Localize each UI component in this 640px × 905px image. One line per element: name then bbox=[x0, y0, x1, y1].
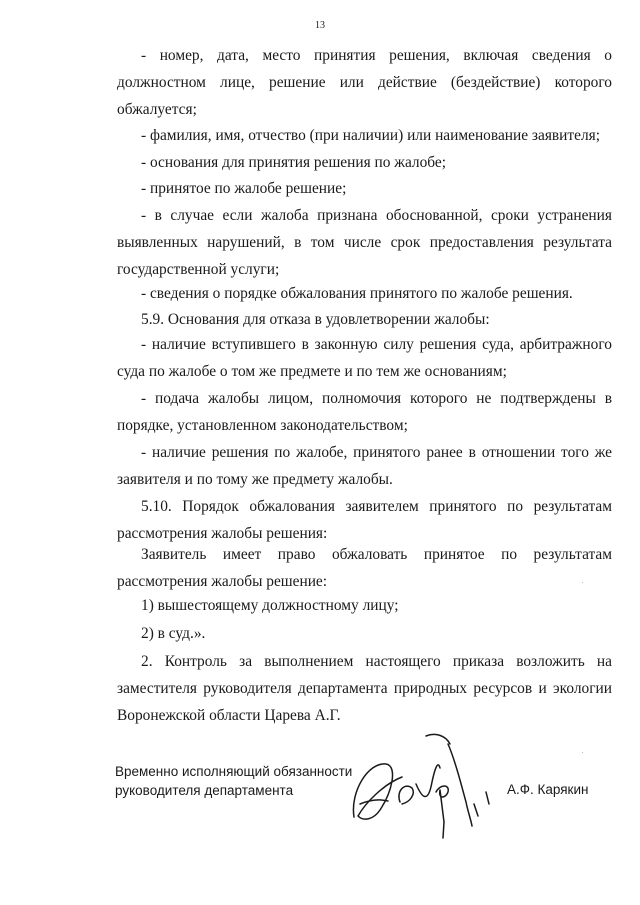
section-5-10-heading bbox=[117, 493, 612, 547]
paragraph-decision-grounds: - основания для принятия решения по жалобе; bbox=[141, 154, 447, 171]
paragraph-appeal-procedure-info: - сведения о порядке обжалования принятого по жалобе решения. bbox=[141, 285, 573, 302]
paragraph-line: 5.10. Порядок обжалования заявителем принятого по результатам bbox=[141, 498, 612, 515]
paragraph-applicant-right bbox=[117, 541, 612, 595]
paragraph-justified-complaint bbox=[117, 202, 612, 283]
paragraph-control-clause bbox=[117, 648, 612, 729]
paragraph-line: 2. Контроль за выполнением настоящего приказа возложить на bbox=[141, 653, 612, 670]
paragraph-decision: - принятое по жалобе решение; bbox=[141, 180, 347, 197]
paragraph-line: государственной услуги; bbox=[117, 261, 280, 278]
paragraph-prior-decision bbox=[117, 439, 612, 493]
signatory-position bbox=[115, 762, 352, 800]
paragraph-applicant-name: - фамилия, имя, отчество (при наличии) или наименование заявителя; bbox=[141, 127, 601, 144]
paragraph-line: - номер, дата, место принятия решения, включая сведения о bbox=[141, 47, 612, 64]
section-5-9-heading: 5.9. Основания для отказа в удовлетворении жалобы: bbox=[141, 311, 490, 328]
paragraph-decision-details bbox=[117, 42, 612, 123]
signatory-name: А.Ф. Карякин bbox=[507, 782, 589, 797]
signatory-position-line: Временно исполняющий обязанности bbox=[115, 764, 353, 779]
signatory-position-line: руководителя департамента bbox=[115, 783, 294, 798]
paragraph-line: рассмотрения жалобы решения: bbox=[117, 525, 328, 542]
paragraph-line: заявителя и по тому же предмету жалобы. bbox=[117, 471, 393, 488]
paragraph-line: рассмотрения жалобы решение: bbox=[117, 573, 328, 590]
paragraph-line: - наличие вступившего в законную силу решения суда, арбитражного bbox=[141, 336, 612, 353]
paragraph-line: обжалуется; bbox=[117, 101, 197, 118]
paragraph-court-decision bbox=[117, 331, 612, 385]
list-item-higher-official: 1) вышестоящему должностному лицу; bbox=[141, 597, 399, 614]
list-item-court: 2) в суд.». bbox=[141, 625, 206, 642]
scan-speck bbox=[582, 582, 583, 583]
paragraph-line: заместителя руководителя департамента природных ресурсов и экологии bbox=[117, 680, 612, 697]
handwritten-signature bbox=[340, 722, 500, 842]
page-number: 13 bbox=[315, 20, 325, 31]
paragraph-line: должностном лице, решение или действие (бездействие) которого bbox=[117, 74, 612, 91]
paragraph-line: выявленных нарушений, в том числе срок предоставления результата bbox=[117, 234, 612, 251]
paragraph-line: Воронежской области Царева А.Г. bbox=[117, 707, 341, 724]
paragraph-line: - наличие решения по жалобе, принятого ранее в отношении того же bbox=[141, 444, 612, 461]
paragraph-line: - подача жалобы лицом, полномочия которого не подтверждены в bbox=[141, 390, 612, 407]
paragraph-line: Заявитель имеет право обжаловать принятое по результатам bbox=[141, 546, 612, 563]
scan-speck bbox=[582, 752, 583, 753]
paragraph-line: суда по жалобе о том же предмете и по тем же основаниям; bbox=[117, 363, 507, 380]
paragraph-line: - в случае если жалоба признана обоснованной, сроки устранения bbox=[141, 207, 612, 224]
paragraph-line: порядке, установленном законодательством; bbox=[117, 417, 408, 434]
paragraph-unauthorized-filing bbox=[117, 385, 612, 439]
